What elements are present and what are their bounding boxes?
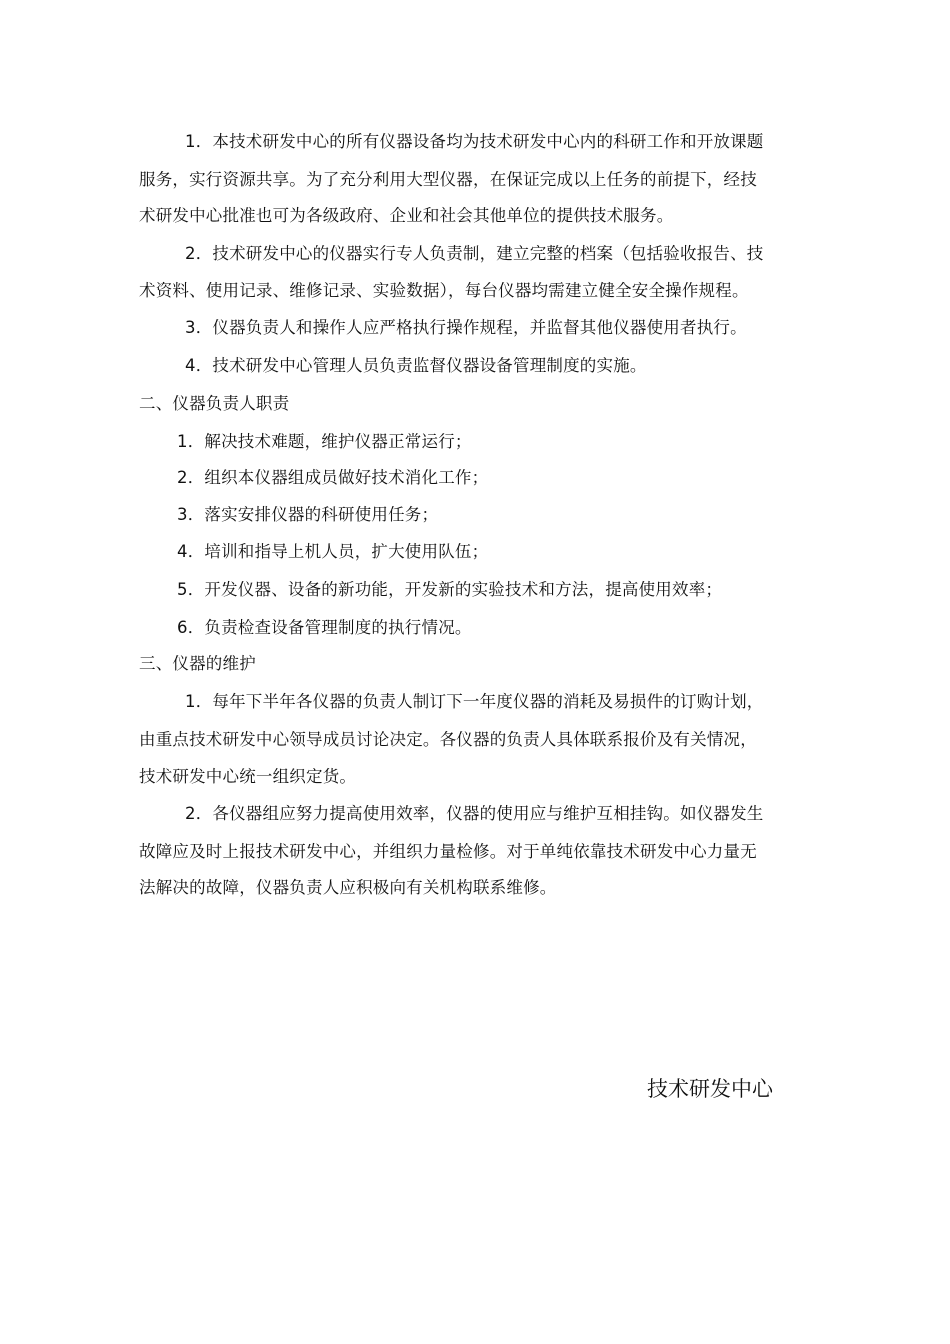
s1-item3: 3．仪器负责人和操作人应严格执行操作规程，并监督其他仪器使用者执行。 <box>185 318 747 337</box>
s2-item5: 5．开发仪器、设备的新功能，开发新的实验技术和方法，提高使用效率； <box>177 580 723 599</box>
s1-item1-line3: 术研发中心批准也可为各级政府、企业和社会其他单位的提供技术服务。 <box>139 206 674 225</box>
s3-item1-line2: 由重点技术研发中心领导成员讨论决定。各仪器的负责人具体联系报价及有关情况， <box>139 730 757 749</box>
s3-item1-line1: 1．每年下半年各仪器的负责人制订下一年度仪器的消耗及易损件的订购计划， <box>185 692 764 711</box>
s1-item1-line2: 服务，实行资源共享。为了充分利用大型仪器，在保证完成以上任务的前提下，经技 <box>139 170 757 189</box>
s2-heading: 二、仪器负责人职责 <box>139 394 290 413</box>
s3-item2-line1: 2．各仪器组应努力提高使用效率，仪器的使用应与维护互相挂钩。如仪器发生 <box>185 804 764 823</box>
s1-item1-line1: 1．本技术研发中心的所有仪器设备均为技术研发中心内的科研工作和开放课题 <box>185 132 764 151</box>
s2-item1: 1．解决技术难题，维护仪器正常运行； <box>177 432 472 451</box>
s2-item6: 6．负责检查设备管理制度的执行情况。 <box>177 618 472 637</box>
s1-item4: 4．技术研发中心管理人员负责监督仪器设备管理制度的实施。 <box>185 356 647 375</box>
s2-item4: 4．培训和指导上机人员，扩大使用队伍； <box>177 542 489 561</box>
s3-item2-line3: 法解决的故障，仪器负责人应积极向有关机构联系维修。 <box>139 878 557 897</box>
s3-item1-line3: 技术研发中心统一组织定货。 <box>139 767 357 786</box>
signature-organization: 技术研发中心 <box>647 1077 773 1101</box>
s1-item2-line2: 术资料、使用记录、维修记录、实验数据），每台仪器均需建立健全安全操作规程。 <box>139 281 749 300</box>
s3-heading: 三、仪器的维护 <box>139 654 256 673</box>
s2-item3: 3．落实安排仪器的科研使用任务； <box>177 505 439 524</box>
s1-item2-line1: 2．技术研发中心的仪器实行专人负责制，建立完整的档案（包括验收报告、技 <box>185 244 764 263</box>
s2-item2: 2．组织本仪器组成员做好技术消化工作； <box>177 468 489 487</box>
s3-item2-line2: 故障应及时上报技术研发中心，并组织力量检修。对于单纯依靠技术研发中心力量无 <box>139 842 757 861</box>
